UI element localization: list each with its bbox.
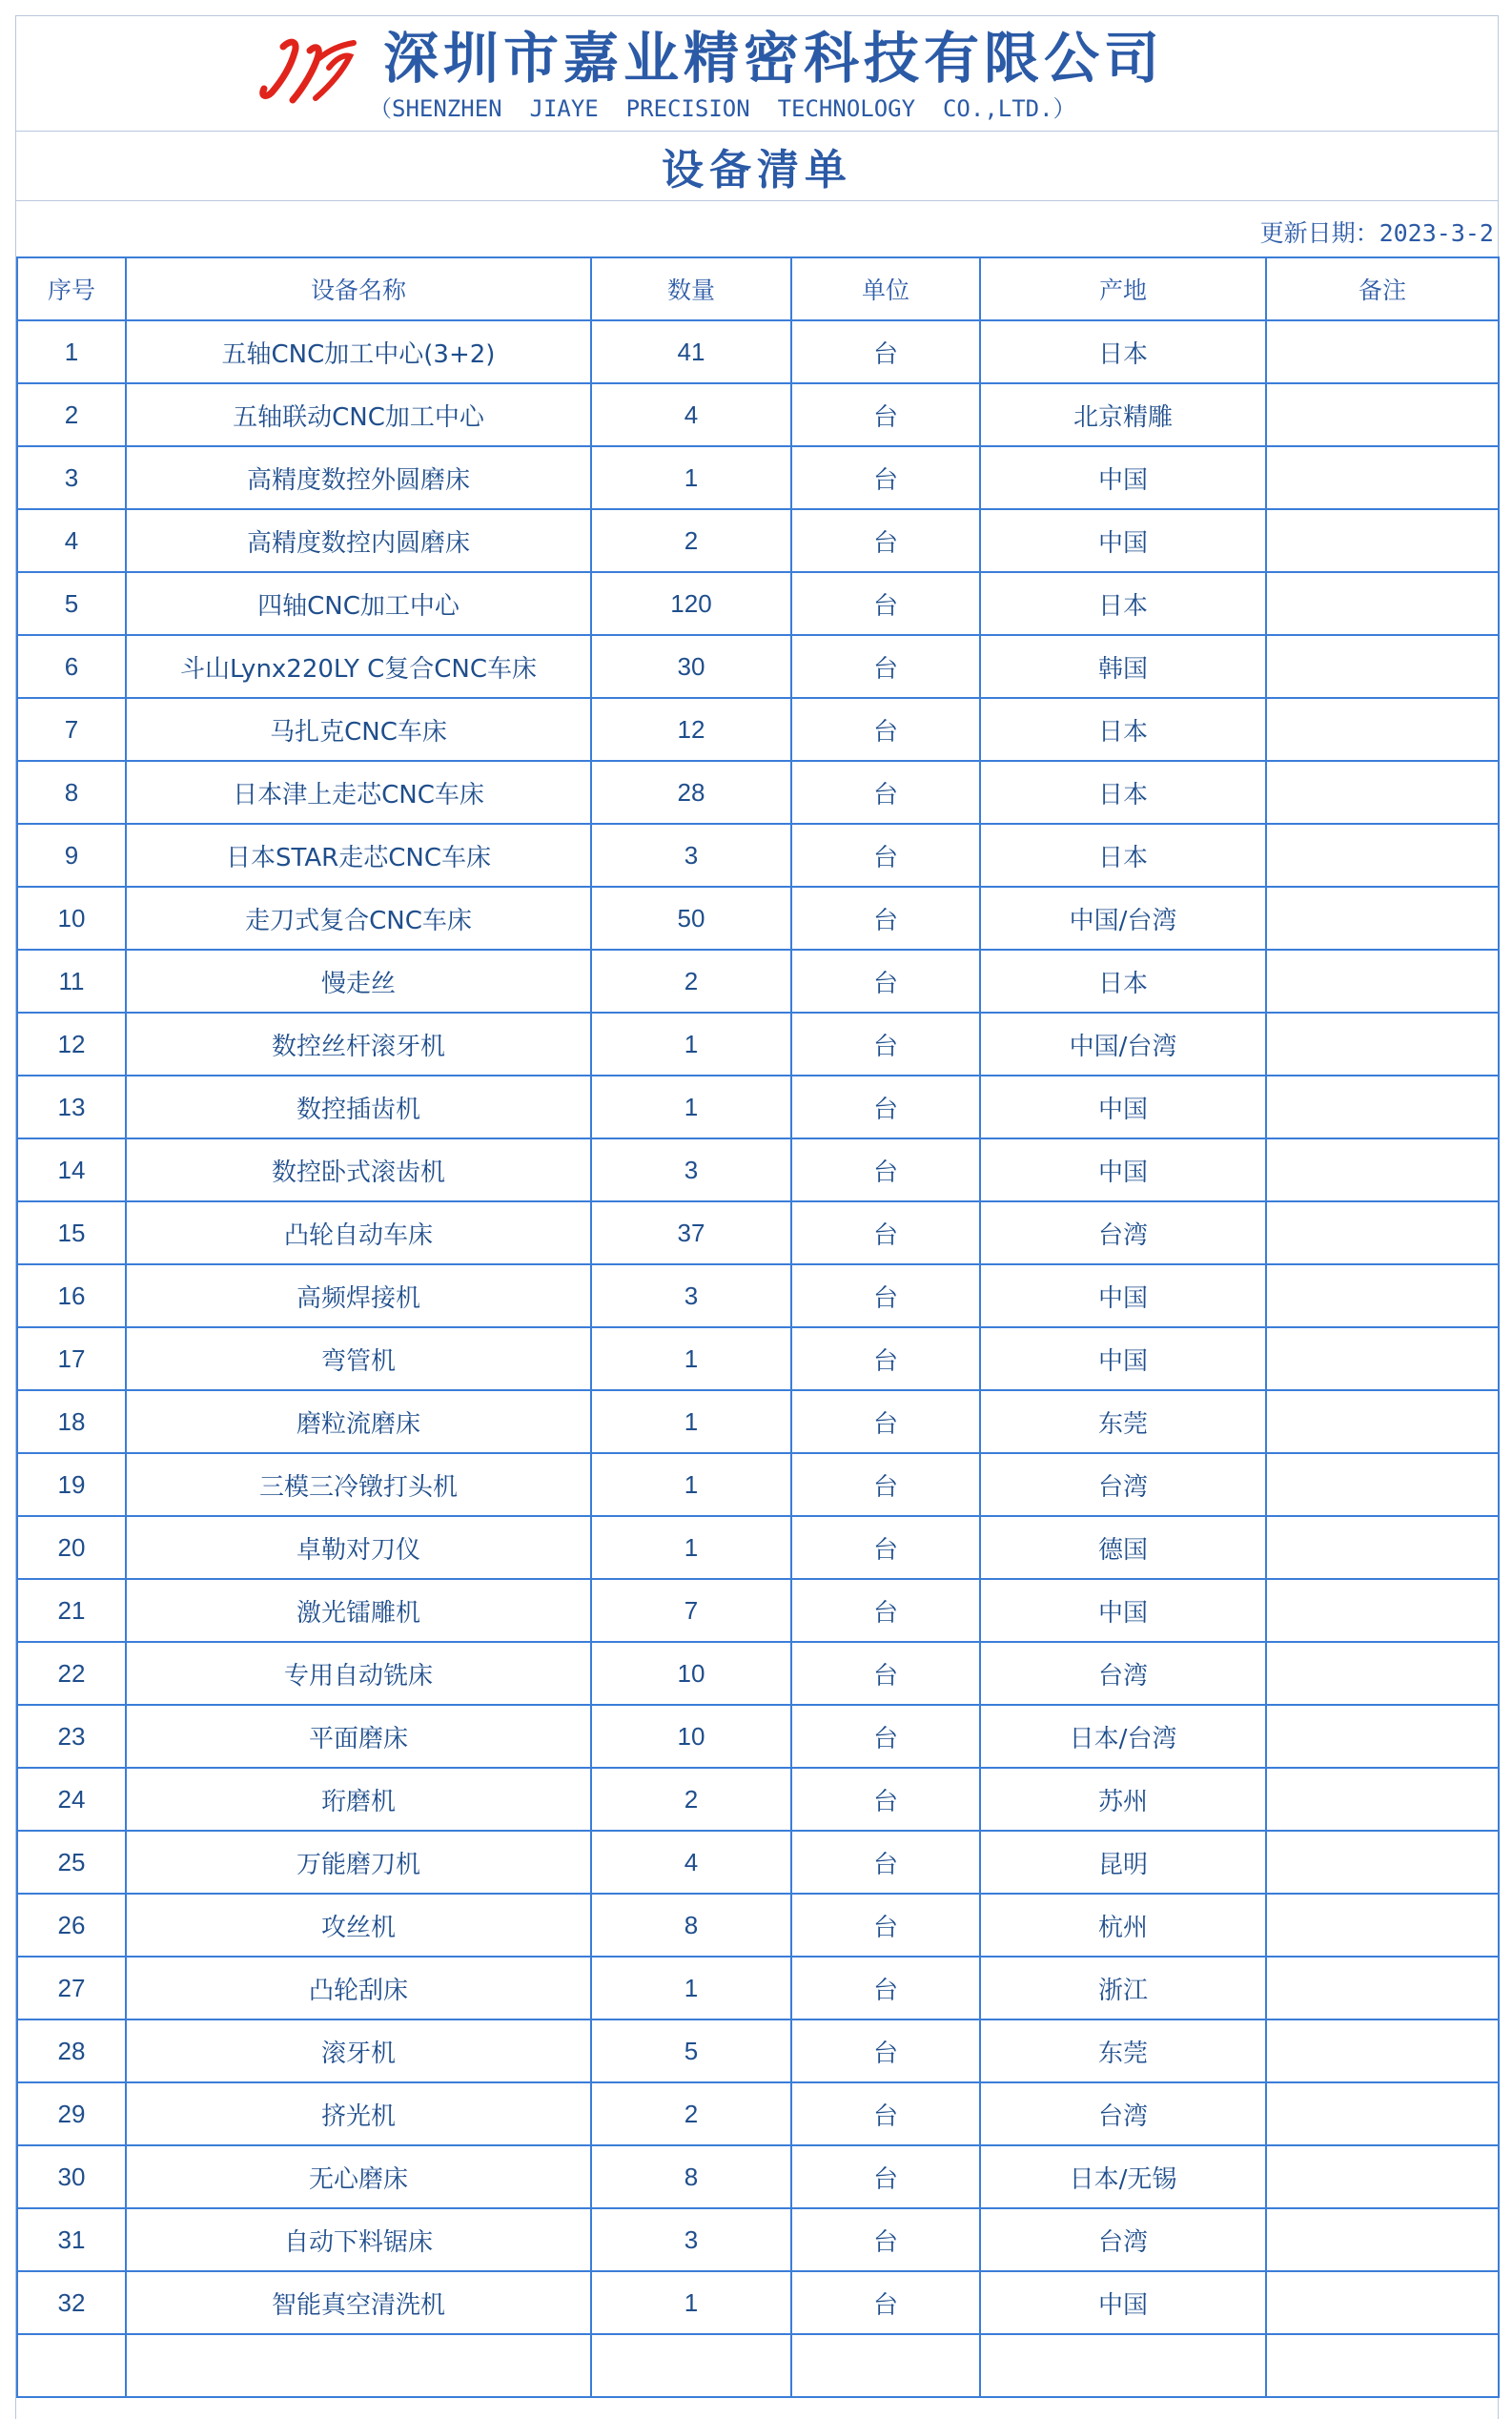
cell-name: 万能磨刀机 [126,1831,591,1894]
cell-origin: 中国 [980,509,1266,572]
cell-origin: 中国 [980,1579,1266,1642]
cell-no: 25 [17,1831,126,1894]
cell-note [1266,1201,1499,1264]
cell-unit: 台 [791,1768,980,1831]
cell-unit: 台 [791,383,980,446]
cell-name: 磨粒流磨床 [126,1390,591,1453]
cell-name: 马扎克CNC车床 [126,698,591,761]
cell-qty: 2 [591,509,791,572]
cell-note [1266,1894,1499,1957]
cell-no: 22 [17,1642,126,1705]
cell-no: 27 [17,1957,126,2019]
cell-qty: 1 [591,1327,791,1390]
cell-qty: 3 [591,2208,791,2271]
cell-qty: 7 [591,1579,791,1642]
cell-origin: 台湾 [980,1201,1266,1264]
cell-qty: 3 [591,1138,791,1201]
cell-unit: 台 [791,1327,980,1390]
cell-origin: 德国 [980,1516,1266,1579]
cell-origin: 日本/台湾 [980,1705,1266,1768]
cell-no: 3 [17,446,126,509]
company-name-cn: 深圳市嘉业精密科技有限公司 [383,26,1165,91]
cell-name: 平面磨床 [126,1705,591,1768]
cell-origin: 台湾 [980,2082,1266,2145]
cell-name: 卓勒对刀仪 [126,1516,591,1579]
cell-note [1266,383,1499,446]
cell-no: 21 [17,1579,126,1642]
cell-origin: 中国 [980,446,1266,509]
cell-origin: 昆明 [980,1831,1266,1894]
cell-no: 31 [17,2208,126,2271]
cell-qty: 1 [591,1076,791,1138]
cell-origin: 日本 [980,761,1266,824]
table-row [17,1264,1499,1327]
cell-origin: 东莞 [980,2019,1266,2082]
title-row [16,132,1498,201]
cell-name: 日本STAR走芯CNC车床 [126,824,591,887]
cell-note [1266,698,1499,761]
company-logo-icon [255,30,369,106]
cell-origin: 中国/台湾 [980,887,1266,950]
cell-origin: 日本 [980,572,1266,635]
table-row [17,1894,1499,1957]
empty-cell [591,2334,791,2397]
cell-unit: 台 [791,320,980,383]
cell-unit: 台 [791,1957,980,2019]
table-row [17,446,1499,509]
cell-no: 2 [17,383,126,446]
cell-note [1266,509,1499,572]
table-row [17,572,1499,635]
cell-unit: 台 [791,2145,980,2208]
cell-origin: 台湾 [980,2208,1266,2271]
cell-unit: 台 [791,1076,980,1138]
cell-qty: 2 [591,1768,791,1831]
table-row [17,1453,1499,1516]
cell-no: 13 [17,1076,126,1138]
cell-unit: 台 [791,1516,980,1579]
cell-qty: 8 [591,1894,791,1957]
cell-no: 4 [17,509,126,572]
table-row-partial [17,2334,1499,2397]
cell-name: 智能真空清洗机 [126,2271,591,2334]
cell-no: 15 [17,1201,126,1264]
cell-origin: 韩国 [980,635,1266,698]
cell-qty: 2 [591,2082,791,2145]
cell-qty: 1 [591,1516,791,1579]
cell-name: 滚牙机 [126,2019,591,2082]
cell-name: 攻丝机 [126,1894,591,1957]
cell-name: 高精度数控内圆磨床 [126,509,591,572]
cell-unit: 台 [791,635,980,698]
equipment-table [16,256,1500,2398]
cell-note [1266,1327,1499,1390]
table-row [17,1327,1499,1390]
cell-name: 慢走丝 [126,950,591,1013]
cell-note [1266,572,1499,635]
cell-no: 18 [17,1390,126,1453]
cell-qty: 8 [591,2145,791,2208]
cell-no: 11 [17,950,126,1013]
cell-note [1266,1831,1499,1894]
table-row [17,1957,1499,2019]
cell-qty: 1 [591,1390,791,1453]
cell-no: 9 [17,824,126,887]
empty-cell [980,2334,1266,2397]
cell-qty: 10 [591,1642,791,1705]
table-row [17,2208,1499,2271]
cell-no: 7 [17,698,126,761]
cell-origin: 日本 [980,824,1266,887]
cell-unit: 台 [791,1390,980,1453]
cell-name: 自动下料锯床 [126,2208,591,2271]
cell-name: 五轴CNC加工中心(3+2) [126,320,591,383]
cell-no: 30 [17,2145,126,2208]
table-row [17,1768,1499,1831]
cell-origin: 东莞 [980,1390,1266,1453]
cell-name: 凸轮自动车床 [126,1201,591,1264]
cell-unit: 台 [791,446,980,509]
cell-unit: 台 [791,1579,980,1642]
table-row [17,1076,1499,1138]
cell-name: 挤光机 [126,2082,591,2145]
cell-origin: 日本 [980,950,1266,1013]
cell-no: 16 [17,1264,126,1327]
cell-name: 数控插齿机 [126,1076,591,1138]
cell-qty: 12 [591,698,791,761]
cell-name: 三模三冷镦打头机 [126,1453,591,1516]
cell-origin: 日本 [980,698,1266,761]
cell-name: 高频焊接机 [126,1264,591,1327]
table-row [17,824,1499,887]
cell-name: 四轴CNC加工中心 [126,572,591,635]
cell-no: 28 [17,2019,126,2082]
cell-qty: 37 [591,1201,791,1264]
cell-origin: 中国 [980,1327,1266,1390]
table-row [17,2082,1499,2145]
cell-qty: 4 [591,383,791,446]
cell-name: 珩磨机 [126,1768,591,1831]
cell-note [1266,320,1499,383]
cell-name: 凸轮刮床 [126,1957,591,2019]
cell-name: 数控丝杆滚牙机 [126,1013,591,1076]
cell-unit: 台 [791,1453,980,1516]
cell-origin: 日本 [980,320,1266,383]
table-row [17,1013,1499,1076]
page-title: 设备清单 [662,146,852,195]
table-row [17,320,1499,383]
date-row [16,201,1498,255]
company-header [16,16,1498,132]
cell-unit: 台 [791,1013,980,1076]
cell-no: 10 [17,887,126,950]
table-row [17,698,1499,761]
table-row [17,887,1499,950]
header-unit: 单位 [791,257,980,320]
cell-note [1266,1453,1499,1516]
cell-qty: 120 [591,572,791,635]
cell-note [1266,1264,1499,1327]
cell-name: 高精度数控外圆磨床 [126,446,591,509]
cell-origin: 日本/无锡 [980,2145,1266,2208]
cell-qty: 1 [591,446,791,509]
cell-no: 12 [17,1013,126,1076]
cell-unit: 台 [791,761,980,824]
cell-unit: 台 [791,1138,980,1201]
cell-origin: 中国 [980,1076,1266,1138]
cell-unit: 台 [791,2208,980,2271]
cell-note [1266,1076,1499,1138]
cell-qty: 1 [591,1013,791,1076]
cell-unit: 台 [791,1705,980,1768]
cell-unit: 台 [791,2082,980,2145]
cell-origin: 中国 [980,1264,1266,1327]
cell-no: 24 [17,1768,126,1831]
header-origin: 产地 [980,257,1266,320]
table-row [17,383,1499,446]
cell-unit: 台 [791,824,980,887]
cell-unit: 台 [791,2271,980,2334]
cell-unit: 台 [791,1264,980,1327]
cell-no: 32 [17,2271,126,2334]
cell-note [1266,2271,1499,2334]
empty-cell [791,2334,980,2397]
table-row [17,2145,1499,2208]
cell-note [1266,824,1499,887]
table-row [17,635,1499,698]
empty-cell [1266,2334,1499,2397]
table-header-row [17,257,1499,320]
cell-no: 19 [17,1453,126,1516]
cell-name: 无心磨床 [126,2145,591,2208]
empty-cell [17,2334,126,2397]
cell-name: 专用自动铣床 [126,1642,591,1705]
cell-note [1266,2208,1499,2271]
cell-no: 23 [17,1705,126,1768]
cell-origin: 北京精雕 [980,383,1266,446]
cell-note [1266,1390,1499,1453]
empty-cell [126,2334,591,2397]
cell-note [1266,1516,1499,1579]
cell-qty: 10 [591,1705,791,1768]
table-row [17,2271,1499,2334]
cell-note [1266,2145,1499,2208]
header-name: 设备名称 [126,257,591,320]
cell-note [1266,761,1499,824]
cell-note [1266,2082,1499,2145]
cell-unit: 台 [791,2019,980,2082]
cell-origin: 台湾 [980,1453,1266,1516]
cell-note [1266,2019,1499,2082]
cell-qty: 5 [591,2019,791,2082]
cell-no: 29 [17,2082,126,2145]
table-row [17,1201,1499,1264]
cell-note [1266,1768,1499,1831]
table-row [17,1390,1499,1453]
cell-origin: 中国 [980,1138,1266,1201]
cell-no: 8 [17,761,126,824]
cell-unit: 台 [791,1894,980,1957]
cell-note [1266,1642,1499,1705]
cell-qty: 4 [591,1831,791,1894]
cell-no: 14 [17,1138,126,1201]
table-row [17,1831,1499,1894]
cell-unit: 台 [791,1831,980,1894]
cell-qty: 41 [591,320,791,383]
cell-name: 日本津上走芯CNC车床 [126,761,591,824]
cell-qty: 50 [591,887,791,950]
company-name-en: （SHENZHEN JIAYE PRECISION TECHNOLOGY CO.,LTD.） [369,95,1076,122]
cell-note [1266,950,1499,1013]
cell-note [1266,1013,1499,1076]
cell-name: 斗山Lynx220LY C复合CNC车床 [126,635,591,698]
cell-note [1266,446,1499,509]
cell-note [1266,1957,1499,2019]
cell-origin: 浙江 [980,1957,1266,2019]
cell-qty: 28 [591,761,791,824]
cell-unit: 台 [791,887,980,950]
table-row [17,1138,1499,1201]
table-row [17,1705,1499,1768]
cell-qty: 2 [591,950,791,1013]
cell-name: 弯管机 [126,1327,591,1390]
cell-unit: 台 [791,698,980,761]
cell-no: 20 [17,1516,126,1579]
cell-origin: 台湾 [980,1642,1266,1705]
cell-name: 走刀式复合CNC车床 [126,887,591,950]
cell-note [1266,1705,1499,1768]
cell-qty: 30 [591,635,791,698]
cell-no: 6 [17,635,126,698]
cell-note [1266,1579,1499,1642]
cell-unit: 台 [791,1642,980,1705]
cell-origin: 苏州 [980,1768,1266,1831]
cell-no: 1 [17,320,126,383]
table-row [17,1642,1499,1705]
cell-note [1266,635,1499,698]
cell-qty: 3 [591,1264,791,1327]
table-row [17,761,1499,824]
cell-no: 5 [17,572,126,635]
cell-unit: 台 [791,572,980,635]
cell-origin: 中国 [980,2271,1266,2334]
header-note: 备注 [1266,257,1499,320]
table-row [17,1516,1499,1579]
cell-name: 激光镭雕机 [126,1579,591,1642]
equipment-list-sheet [15,15,1499,2419]
cell-note [1266,887,1499,950]
cell-origin: 杭州 [980,1894,1266,1957]
table-body [17,320,1499,2397]
update-date: 更新日期：2023-3-2 [1259,219,1494,247]
cell-unit: 台 [791,509,980,572]
cell-no: 17 [17,1327,126,1390]
cell-name: 数控卧式滚齿机 [126,1138,591,1201]
table-row [17,950,1499,1013]
cell-qty: 1 [591,1957,791,2019]
cell-unit: 台 [791,950,980,1013]
table-row [17,1579,1499,1642]
table-row [17,509,1499,572]
cell-name: 五轴联动CNC加工中心 [126,383,591,446]
cell-note [1266,1138,1499,1201]
cell-qty: 3 [591,824,791,887]
cell-no: 26 [17,1894,126,1957]
cell-qty: 1 [591,2271,791,2334]
header-qty: 数量 [591,257,791,320]
cell-qty: 1 [591,1453,791,1516]
table-row [17,2019,1499,2082]
cell-unit: 台 [791,1201,980,1264]
header-no: 序号 [17,257,126,320]
cell-origin: 中国/台湾 [980,1013,1266,1076]
